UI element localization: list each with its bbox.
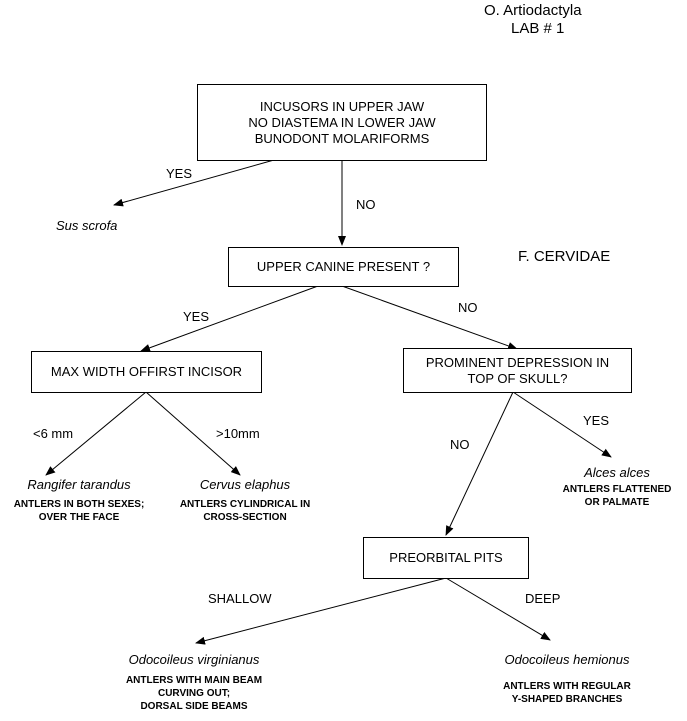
edge-preorbital-deep	[446, 578, 550, 640]
edge-incisors-yes	[114, 160, 274, 205]
label-deep: DEEP	[525, 591, 561, 606]
label-no-1: NO	[356, 197, 376, 212]
hemionus-note-1: ANTLERS WITH REGULAR	[503, 681, 631, 692]
label-shallow: SHALLOW	[208, 591, 272, 606]
incisor-width-box	[31, 351, 262, 393]
edge-depression-no	[446, 392, 513, 535]
edge-preorbital-shallow	[196, 578, 446, 643]
species-cervus-name: Cervus elaphus	[199, 477, 291, 492]
incisors-line-2: NO DIASTEMA IN LOWER JAW	[248, 114, 436, 130]
species-alces-name: Alces alces	[584, 465, 650, 480]
cervus-note-2: CROSS-SECTION	[203, 512, 287, 523]
label-lt6: <6 mm	[33, 426, 74, 441]
incisors-line-1: INCUSORS IN UPPER JAW	[259, 98, 425, 114]
virginianus-note-2: CURVING OUT;	[157, 688, 231, 699]
incisor-width-text: MAX WIDTH OFFIRST INCISOR	[50, 364, 243, 379]
incisors-box	[197, 84, 487, 161]
label-yes-2: YES	[183, 309, 210, 324]
preorbital-box	[363, 537, 529, 579]
depression-box	[403, 348, 632, 393]
virginianus-note-1: ANTLERS WITH MAIN BEAM	[125, 675, 263, 686]
label-yes-1: YES	[166, 166, 193, 181]
label-no-2: NO	[458, 300, 478, 315]
depression-line-1: PROMINENT DEPRESSION IN	[425, 354, 610, 370]
header-lab: LAB # 1	[511, 20, 565, 37]
species-virginianus-block	[126, 652, 262, 713]
species-alces-block	[563, 465, 672, 509]
edge-canine-no	[342, 286, 517, 349]
hemionus-note-2: Y-SHAPED BRANCHES	[511, 694, 623, 705]
virginianus-note-3: DORSAL SIDE BEAMS	[140, 701, 248, 712]
species-rangifer-block	[14, 477, 145, 524]
rangifer-note-1: ANTLERS IN BOTH SEXES;	[13, 499, 145, 510]
label-yes-3: YES	[583, 413, 610, 428]
rangifer-note-2: OVER THE FACE	[38, 512, 120, 523]
species-hemionus-block	[503, 652, 631, 706]
canine-text: UPPER CANINE PRESENT ?	[256, 259, 431, 274]
incisors-line-3: BUNODONT MOLARIFORMS	[254, 130, 430, 146]
cervus-note-1: ANTLERS CYLINDRICAL IN	[179, 499, 311, 510]
depression-line-2: TOP OF SKULL?	[467, 370, 568, 386]
species-hemionus-name: Odocoileus hemionus	[504, 652, 630, 667]
species-virginianus-name: Odocoileus virginianus	[128, 652, 260, 667]
species-sus-scrofa: Sus scrofa	[56, 218, 118, 233]
edge-canine-yes	[141, 286, 318, 351]
alces-note-1: ANTLERS FLATTENED	[562, 484, 672, 495]
alces-note-2: OR PALMATE	[584, 497, 650, 508]
species-cervus-block	[180, 477, 310, 524]
header-order: O. Artiodactyla	[484, 2, 582, 19]
family-label: F. CERVIDAE	[518, 248, 611, 265]
canine-box	[228, 247, 459, 287]
label-gt10: >10mm	[216, 426, 260, 441]
species-rangifer-name: Rangifer tarandus	[27, 477, 131, 492]
label-no-3: NO	[450, 437, 470, 452]
preorbital-text: PREORBITAL PITS	[389, 550, 503, 565]
